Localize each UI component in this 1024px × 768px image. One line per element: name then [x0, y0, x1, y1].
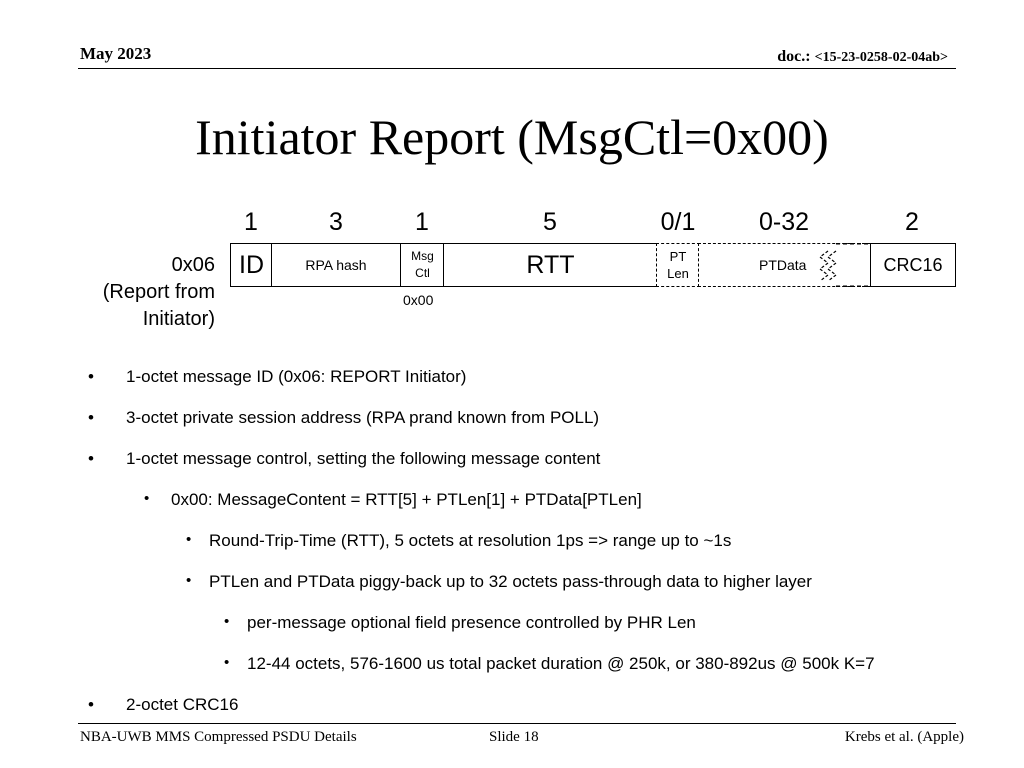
bullet-dot: •	[88, 408, 94, 427]
frame-label-code: 0x06	[171, 254, 215, 276]
bullet-item	[224, 613, 696, 633]
header-date: May 2023	[80, 44, 152, 63]
field-crc16	[870, 243, 956, 287]
bullet-item	[88, 449, 601, 469]
bullet-dot: •	[186, 572, 192, 589]
octet-count-rtt: 5	[543, 208, 557, 236]
octet-count-pt-data: 0-32	[758, 208, 810, 236]
field-id-label: ID	[239, 250, 264, 279]
bullet-dot: •	[224, 654, 230, 671]
bullet-text: 12-44 octets, 576-1600 us total packet duration @ 250k, or 380-892us @ 500k K=7	[247, 654, 875, 673]
field-pt-data-label: PTData	[759, 257, 807, 273]
field-break-mark	[816, 243, 872, 287]
bullet-dot: •	[88, 449, 94, 468]
field-rtt-label: RTT	[526, 250, 575, 279]
header-doc-number	[777, 48, 948, 66]
field-crc16-label: CRC16	[883, 254, 943, 275]
field-rpa-hash	[271, 243, 401, 287]
field-pt-len-label-1: PT	[669, 249, 687, 264]
footer-slide-number: Slide 18	[489, 729, 539, 745]
msg-ctl-value: 0x00	[403, 292, 434, 308]
header-divider	[78, 68, 956, 69]
field-id	[230, 243, 273, 287]
doc-prefix: doc.:	[777, 48, 815, 65]
bullet-text: 1-octet message ID (0x06: REPORT Initiator)	[126, 367, 467, 386]
field-msg-ctl	[400, 243, 445, 287]
slide-title: Initiator Report (MsgCtl=0x00)	[195, 109, 829, 165]
bullet-item	[144, 490, 642, 510]
bullet-text: PTLen and PTData piggy-back up to 32 octets pass-through data to higher layer	[209, 572, 812, 591]
bullet-dot: •	[186, 531, 192, 548]
doc-number: <15-23-0258-02-04ab>	[814, 50, 948, 65]
bullet-text: 1-octet message control, setting the following message content	[126, 449, 601, 468]
bullet-item	[88, 367, 467, 387]
octet-count-id: 1	[244, 208, 258, 236]
frame-label-desc-1: (Report from	[102, 281, 215, 303]
octet-count-crc16: 2	[905, 208, 919, 236]
bullet-dot: •	[88, 695, 94, 714]
bullet-item	[88, 408, 600, 428]
footer-right: Krebs et al. (Apple)	[844, 729, 964, 745]
field-pt-len	[656, 243, 700, 287]
bullet-dot: •	[88, 367, 94, 386]
bullet-text: Round-Trip-Time (RTT), 5 octets at resolution 1ps => range up to ~1s	[209, 531, 732, 550]
frame-label-desc-2: Initiator)	[142, 308, 215, 330]
frame-label	[103, 252, 215, 333]
field-msg-ctl-label-1: Msg	[411, 249, 434, 263]
bullet-dot: •	[144, 490, 150, 507]
bullet-item	[186, 572, 812, 592]
bullet-text: 0x00: MessageContent = RTT[5] + PTLen[1] + PTData[PTLen]	[171, 490, 642, 509]
bullet-text: per-message optional field presence controlled by PHR Len	[247, 613, 696, 632]
bullet-item	[88, 695, 239, 715]
field-rtt	[443, 243, 658, 287]
field-rpa-hash-label: RPA hash	[305, 257, 367, 273]
bullet-item	[186, 531, 732, 551]
bullet-text: 3-octet private session address (RPA prand known from POLL)	[126, 408, 600, 427]
bullet-text: 2-octet CRC16	[126, 695, 239, 714]
footer-left: NBA-UWB MMS Compressed PSDU Details	[80, 729, 357, 745]
octet-count-rpa-hash: 3	[329, 208, 343, 236]
bullet-item	[224, 654, 875, 674]
octet-count-pt-len: 0/1	[660, 208, 696, 236]
footer-divider	[78, 723, 956, 724]
field-pt-len-label-2: Len	[667, 266, 689, 281]
octet-count-msg-ctl: 1	[415, 208, 429, 236]
field-msg-ctl-label-2: Ctl	[415, 266, 430, 280]
bullet-dot: •	[224, 613, 230, 630]
